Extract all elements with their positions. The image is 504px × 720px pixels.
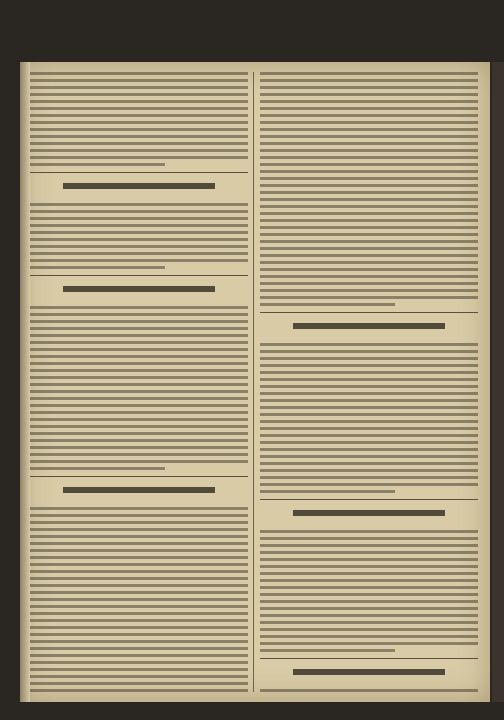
text-line-placeholder [30, 521, 248, 524]
text-line-placeholder [30, 689, 248, 692]
section-heading [30, 275, 248, 298]
section-heading-text-placeholder [293, 510, 446, 516]
text-line-placeholder [260, 621, 478, 624]
text-line-placeholder [30, 549, 248, 552]
text-line-placeholder [30, 584, 248, 587]
text-line-placeholder [30, 163, 165, 166]
text-line-placeholder [260, 600, 478, 603]
text-line-placeholder [30, 114, 248, 117]
text-line-placeholder [260, 689, 478, 692]
section-heading-text-placeholder [63, 487, 216, 493]
text-line-placeholder [30, 397, 248, 400]
text-line-placeholder [260, 142, 478, 145]
section-heading-text-placeholder [63, 286, 216, 292]
text-line-placeholder [30, 341, 248, 344]
text-line-placeholder [30, 320, 248, 323]
text-line-placeholder [260, 462, 478, 465]
text-line-placeholder [30, 432, 248, 435]
text-line-placeholder [30, 238, 248, 241]
text-line-placeholder [260, 572, 478, 575]
paragraph [30, 72, 248, 166]
text-line-placeholder [30, 348, 248, 351]
text-line-placeholder [260, 303, 395, 306]
text-line-placeholder [260, 93, 478, 96]
section-heading-text-placeholder [63, 183, 216, 189]
text-line-placeholder [260, 413, 478, 416]
text-line-placeholder [30, 633, 248, 636]
text-line-placeholder [30, 514, 248, 517]
text-line-placeholder [260, 205, 478, 208]
paragraph [260, 530, 478, 652]
text-line-placeholder [260, 441, 478, 444]
paragraph [260, 689, 478, 692]
text-line-placeholder [30, 217, 248, 220]
text-line-placeholder [260, 544, 478, 547]
text-line-placeholder [30, 411, 248, 414]
text-line-placeholder [260, 614, 478, 617]
text-line-placeholder [260, 240, 478, 243]
text-line-placeholder [260, 635, 478, 638]
text-line-placeholder [30, 661, 248, 664]
text-line-placeholder [30, 605, 248, 608]
text-line-placeholder [30, 245, 248, 248]
text-line-placeholder [260, 72, 478, 75]
text-line-placeholder [30, 252, 248, 255]
text-line-placeholder [260, 434, 478, 437]
text-line-placeholder [30, 460, 248, 463]
text-line-placeholder [30, 577, 248, 580]
text-line-placeholder [30, 266, 165, 269]
text-line-placeholder [260, 177, 478, 180]
text-line-placeholder [30, 156, 248, 159]
text-line-placeholder [30, 418, 248, 421]
text-line-placeholder [260, 261, 478, 264]
text-line-placeholder [30, 682, 248, 685]
text-line-placeholder [260, 448, 478, 451]
text-line-placeholder [30, 224, 248, 227]
text-line-placeholder [30, 439, 248, 442]
text-line-placeholder [260, 385, 478, 388]
text-line-placeholder [260, 420, 478, 423]
text-line-placeholder [260, 289, 478, 292]
newspaper-page [20, 62, 490, 702]
paragraph [260, 72, 478, 306]
text-line-placeholder [30, 203, 248, 206]
text-line-placeholder [260, 530, 478, 533]
paragraph [30, 203, 248, 269]
text-line-placeholder [30, 72, 248, 75]
text-line-placeholder [260, 163, 478, 166]
text-line-placeholder [260, 427, 478, 430]
text-line-placeholder [30, 598, 248, 601]
text-line-placeholder [30, 210, 248, 213]
text-line-placeholder [30, 313, 248, 316]
scan-right-edge [492, 62, 504, 702]
text-line-placeholder [260, 121, 478, 124]
text-line-placeholder [30, 390, 248, 393]
text-line-placeholder [30, 79, 248, 82]
text-line-placeholder [260, 399, 478, 402]
text-line-placeholder [30, 121, 248, 124]
text-line-placeholder [260, 537, 478, 540]
text-line-placeholder [260, 198, 478, 201]
text-line-placeholder [30, 376, 248, 379]
text-line-placeholder [30, 556, 248, 559]
text-line-placeholder [30, 259, 248, 262]
text-line-placeholder [260, 226, 478, 229]
text-line-placeholder [260, 378, 478, 381]
text-line-placeholder [30, 93, 248, 96]
text-line-placeholder [260, 392, 478, 395]
text-line-placeholder [30, 453, 248, 456]
text-line-placeholder [30, 467, 165, 470]
text-line-placeholder [260, 254, 478, 257]
text-line-placeholder [30, 570, 248, 573]
text-line-placeholder [260, 565, 478, 568]
text-line-placeholder [260, 212, 478, 215]
text-line-placeholder [260, 79, 478, 82]
text-line-placeholder [30, 612, 248, 615]
text-line-placeholder [30, 542, 248, 545]
paragraph [30, 507, 248, 692]
text-line-placeholder [30, 362, 248, 365]
text-line-placeholder [30, 383, 248, 386]
text-line-placeholder [260, 371, 478, 374]
text-line-placeholder [260, 476, 478, 479]
text-line-placeholder [260, 551, 478, 554]
text-line-placeholder [260, 275, 478, 278]
text-line-placeholder [260, 170, 478, 173]
text-line-placeholder [260, 86, 478, 89]
text-line-placeholder [260, 184, 478, 187]
section-heading [260, 499, 478, 522]
text-line-placeholder [260, 191, 478, 194]
text-line-placeholder [260, 558, 478, 561]
text-line-placeholder [30, 626, 248, 629]
text-line-placeholder [260, 483, 478, 486]
text-line-placeholder [260, 156, 478, 159]
text-line-placeholder [30, 355, 248, 358]
text-line-placeholder [260, 247, 478, 250]
text-line-placeholder [30, 334, 248, 337]
text-line-placeholder [260, 490, 395, 493]
text-line-placeholder [30, 675, 248, 678]
text-line-placeholder [30, 86, 248, 89]
text-line-placeholder [260, 149, 478, 152]
text-line-placeholder [260, 219, 478, 222]
text-line-placeholder [30, 100, 248, 103]
text-line-placeholder [260, 455, 478, 458]
text-line-placeholder [30, 668, 248, 671]
text-line-placeholder [260, 268, 478, 271]
text-line-placeholder [260, 135, 478, 138]
text-line-placeholder [260, 628, 478, 631]
text-line-placeholder [260, 114, 478, 117]
text-line-placeholder [30, 591, 248, 594]
text-line-placeholder [30, 135, 248, 138]
text-line-placeholder [260, 406, 478, 409]
text-line-placeholder [260, 350, 478, 353]
text-line-placeholder [260, 364, 478, 367]
column-left [30, 72, 248, 692]
text-line-placeholder [260, 586, 478, 589]
text-line-placeholder [30, 327, 248, 330]
paragraph [30, 306, 248, 470]
text-line-placeholder [260, 282, 478, 285]
section-heading [30, 172, 248, 195]
column-divider [253, 72, 254, 692]
section-heading [260, 312, 478, 335]
text-line-placeholder [30, 446, 248, 449]
text-line-placeholder [260, 107, 478, 110]
text-line-placeholder [260, 296, 478, 299]
text-line-placeholder [30, 563, 248, 566]
text-line-placeholder [30, 528, 248, 531]
paragraph [260, 343, 478, 493]
section-heading [260, 658, 478, 681]
section-heading [30, 476, 248, 499]
text-line-placeholder [30, 404, 248, 407]
text-line-placeholder [30, 231, 248, 234]
text-line-placeholder [30, 640, 248, 643]
text-line-placeholder [260, 128, 478, 131]
section-heading-text-placeholder [293, 323, 446, 329]
text-line-placeholder [260, 343, 478, 346]
text-line-placeholder [260, 649, 395, 652]
text-line-placeholder [30, 306, 248, 309]
text-line-placeholder [30, 128, 248, 131]
text-line-placeholder [260, 593, 478, 596]
text-line-placeholder [30, 369, 248, 372]
text-line-placeholder [260, 233, 478, 236]
text-line-placeholder [30, 619, 248, 622]
text-line-placeholder [30, 149, 248, 152]
page-fold-shadow [20, 62, 30, 702]
text-line-placeholder [30, 425, 248, 428]
text-line-placeholder [30, 507, 248, 510]
text-line-placeholder [260, 642, 478, 645]
text-line-placeholder [30, 654, 248, 657]
text-line-placeholder [30, 107, 248, 110]
section-heading-text-placeholder [293, 669, 446, 675]
text-line-placeholder [260, 100, 478, 103]
column-right [260, 72, 478, 692]
text-line-placeholder [30, 647, 248, 650]
text-line-placeholder [260, 357, 478, 360]
text-line-placeholder [260, 469, 478, 472]
text-line-placeholder [260, 607, 478, 610]
text-line-placeholder [260, 579, 478, 582]
text-line-placeholder [30, 535, 248, 538]
text-line-placeholder [30, 142, 248, 145]
